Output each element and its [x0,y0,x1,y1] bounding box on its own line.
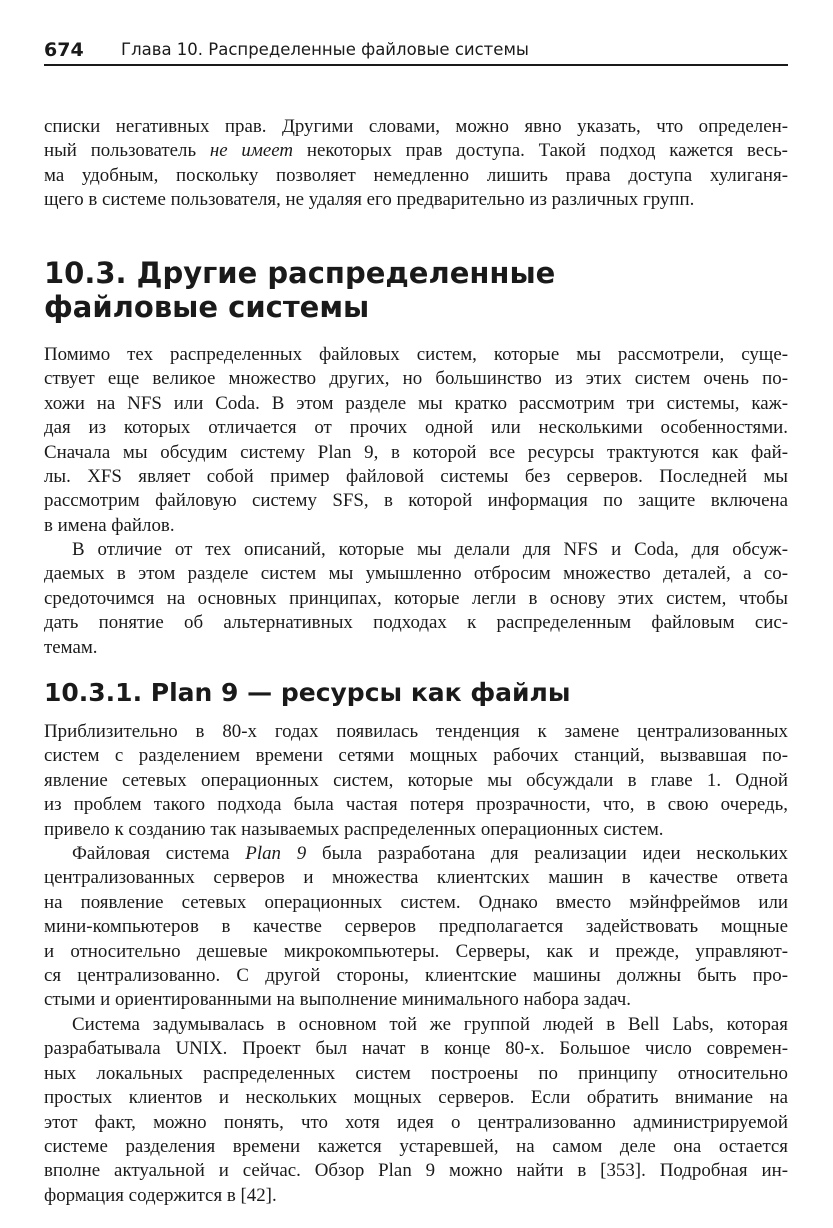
subsection-paragraph-3 [44,1013,788,1208]
text-line: даемых в этом разделе систем мы умышленно отбросим множество деталей, а со- [44,563,788,585]
text-line [44,139,788,163]
text-line: ных локальных распределенных систем построены по принципу относительно [44,1062,788,1084]
text-line: формация содержится в [42]. [44,1184,277,1206]
text-line [44,842,788,866]
text-line: явление сетевых операционных систем, которые мы обсуждали в главе 1. Одной [44,769,788,791]
subsection-title: 10.3.1. Plan 9 — ресурсы как файлы [44,678,571,707]
text-line: Сначала мы обсудим систему Plan 9, в которой все ресурсы трактуются как фай- [44,441,788,463]
text-line: привело к созданию так называемых распределенных операционных систем. [44,818,664,840]
text-line: стыми и ориентированными на выполнение минимального набора задач. [44,989,631,1011]
text-line: систем с разделением времени сетями мощных рабочих станций, вызвавшая по- [44,745,788,767]
text-line: в имена файлов. [44,514,175,536]
section-paragraph-1 [44,343,788,538]
text-line: ся централизованно. С другой стороны, клиентские машины должны быть про- [44,964,788,986]
text-line: вполне актуальной и сейчас. Обзор Plan 9 можно найти в [353]. Подробная ин- [44,1160,788,1182]
text-line: Помимо тех распределенных файловых систем, которые мы рассмотрели, суще- [44,344,788,365]
page-number: 674 [44,39,84,61]
text-line: системе разделения времени кажется устаревшей, на самом деле она остается [44,1135,788,1157]
text-line: рассмотрим файловую систему SFS, в которой информация по защите включена [44,490,788,512]
subsection-paragraph-2 [44,842,788,1013]
text-line: дать понятие об альтернативных подходах к распределенным файловым сис- [44,612,788,634]
text-line: мини-компьютеров в качестве серверов предполагается задействовать мощные [44,916,788,938]
text-line: списки негативных прав. Другими словами, можно явно указать, что определен- [44,116,788,137]
text-fragment: Файловая система [72,843,230,864]
text-fragment: ный пользователь [44,140,197,162]
intro-paragraph [44,115,788,213]
text-line: дая из которых отличается от прочих одной или несколькими особенностями. [44,417,788,439]
page-header [44,38,788,66]
text-fragment: была разработана для реализации идеи нескольких [321,843,788,864]
text-line: из проблем такого подхода была частая потеря прозрачности, что, в свою очередь, [44,794,788,816]
text-line: разрабатывала UNIX. Проект был начат в конце 80-х. Большое число современ- [44,1038,788,1060]
text-line: и относительно дешевые микрокомпьютеры. Серверы, как и прежде, управляют- [44,940,788,962]
text-line: ствует еще великое множество других, но большинство из этих систем очень по- [44,368,788,390]
emphasis-text: не имеет [209,140,294,162]
section-title [44,256,788,324]
section-title-line: 10.3. Другие распределенные [44,256,556,290]
emphasis-text: Plan 9 [245,843,307,864]
text-line: В отличие от тех описаний, которые мы делали для NFS и Coda, для обсуж- [72,539,788,560]
running-head: Глава 10. Распределенные файловые системы [121,40,529,59]
text-line: на появление сетевых операционных систем. Однако вместо мэйнфреймов или [44,891,788,913]
text-line: простых клиентов и нескольких мощных серверов. Если обратить внимание на [44,1087,788,1109]
text-line: централизованных серверов и множества клиентских машин в качестве ответа [44,867,788,889]
text-line: этот факт, можно понять, что хотя идея о централизованно администрируемой [44,1111,788,1133]
text-line: Система задумывалась в основном той же группой людей в Bell Labs, которая [72,1014,788,1035]
text-line: средоточимся на основных принципах, которые легли в основу этих систем, чтобы [44,587,788,609]
section-paragraph-2 [44,538,788,660]
text-line: ма удобным, поскольку позволяет немедленно лишить права доступа хулиганя- [44,164,788,186]
text-line: щего в системе пользователя, не удаляя его предварительно из различных групп. [44,189,695,211]
subsection-paragraph-1 [44,720,788,842]
text-line: лы. XFS являет собой пример файловой системы без серверов. Последней мы [44,465,788,487]
text-line: хожи на NFS или Coda. В этом разделе мы кратко рассмотрим три системы, каж- [44,392,788,414]
text-line: Приблизительно в 80-х годах появилась тенденция к замене централизованных [44,721,788,742]
text-line: темам. [44,636,98,658]
section-title-line: файловые системы [44,290,370,324]
text-fragment: некоторых прав доступа. Такой подход кажется весь- [306,140,788,162]
